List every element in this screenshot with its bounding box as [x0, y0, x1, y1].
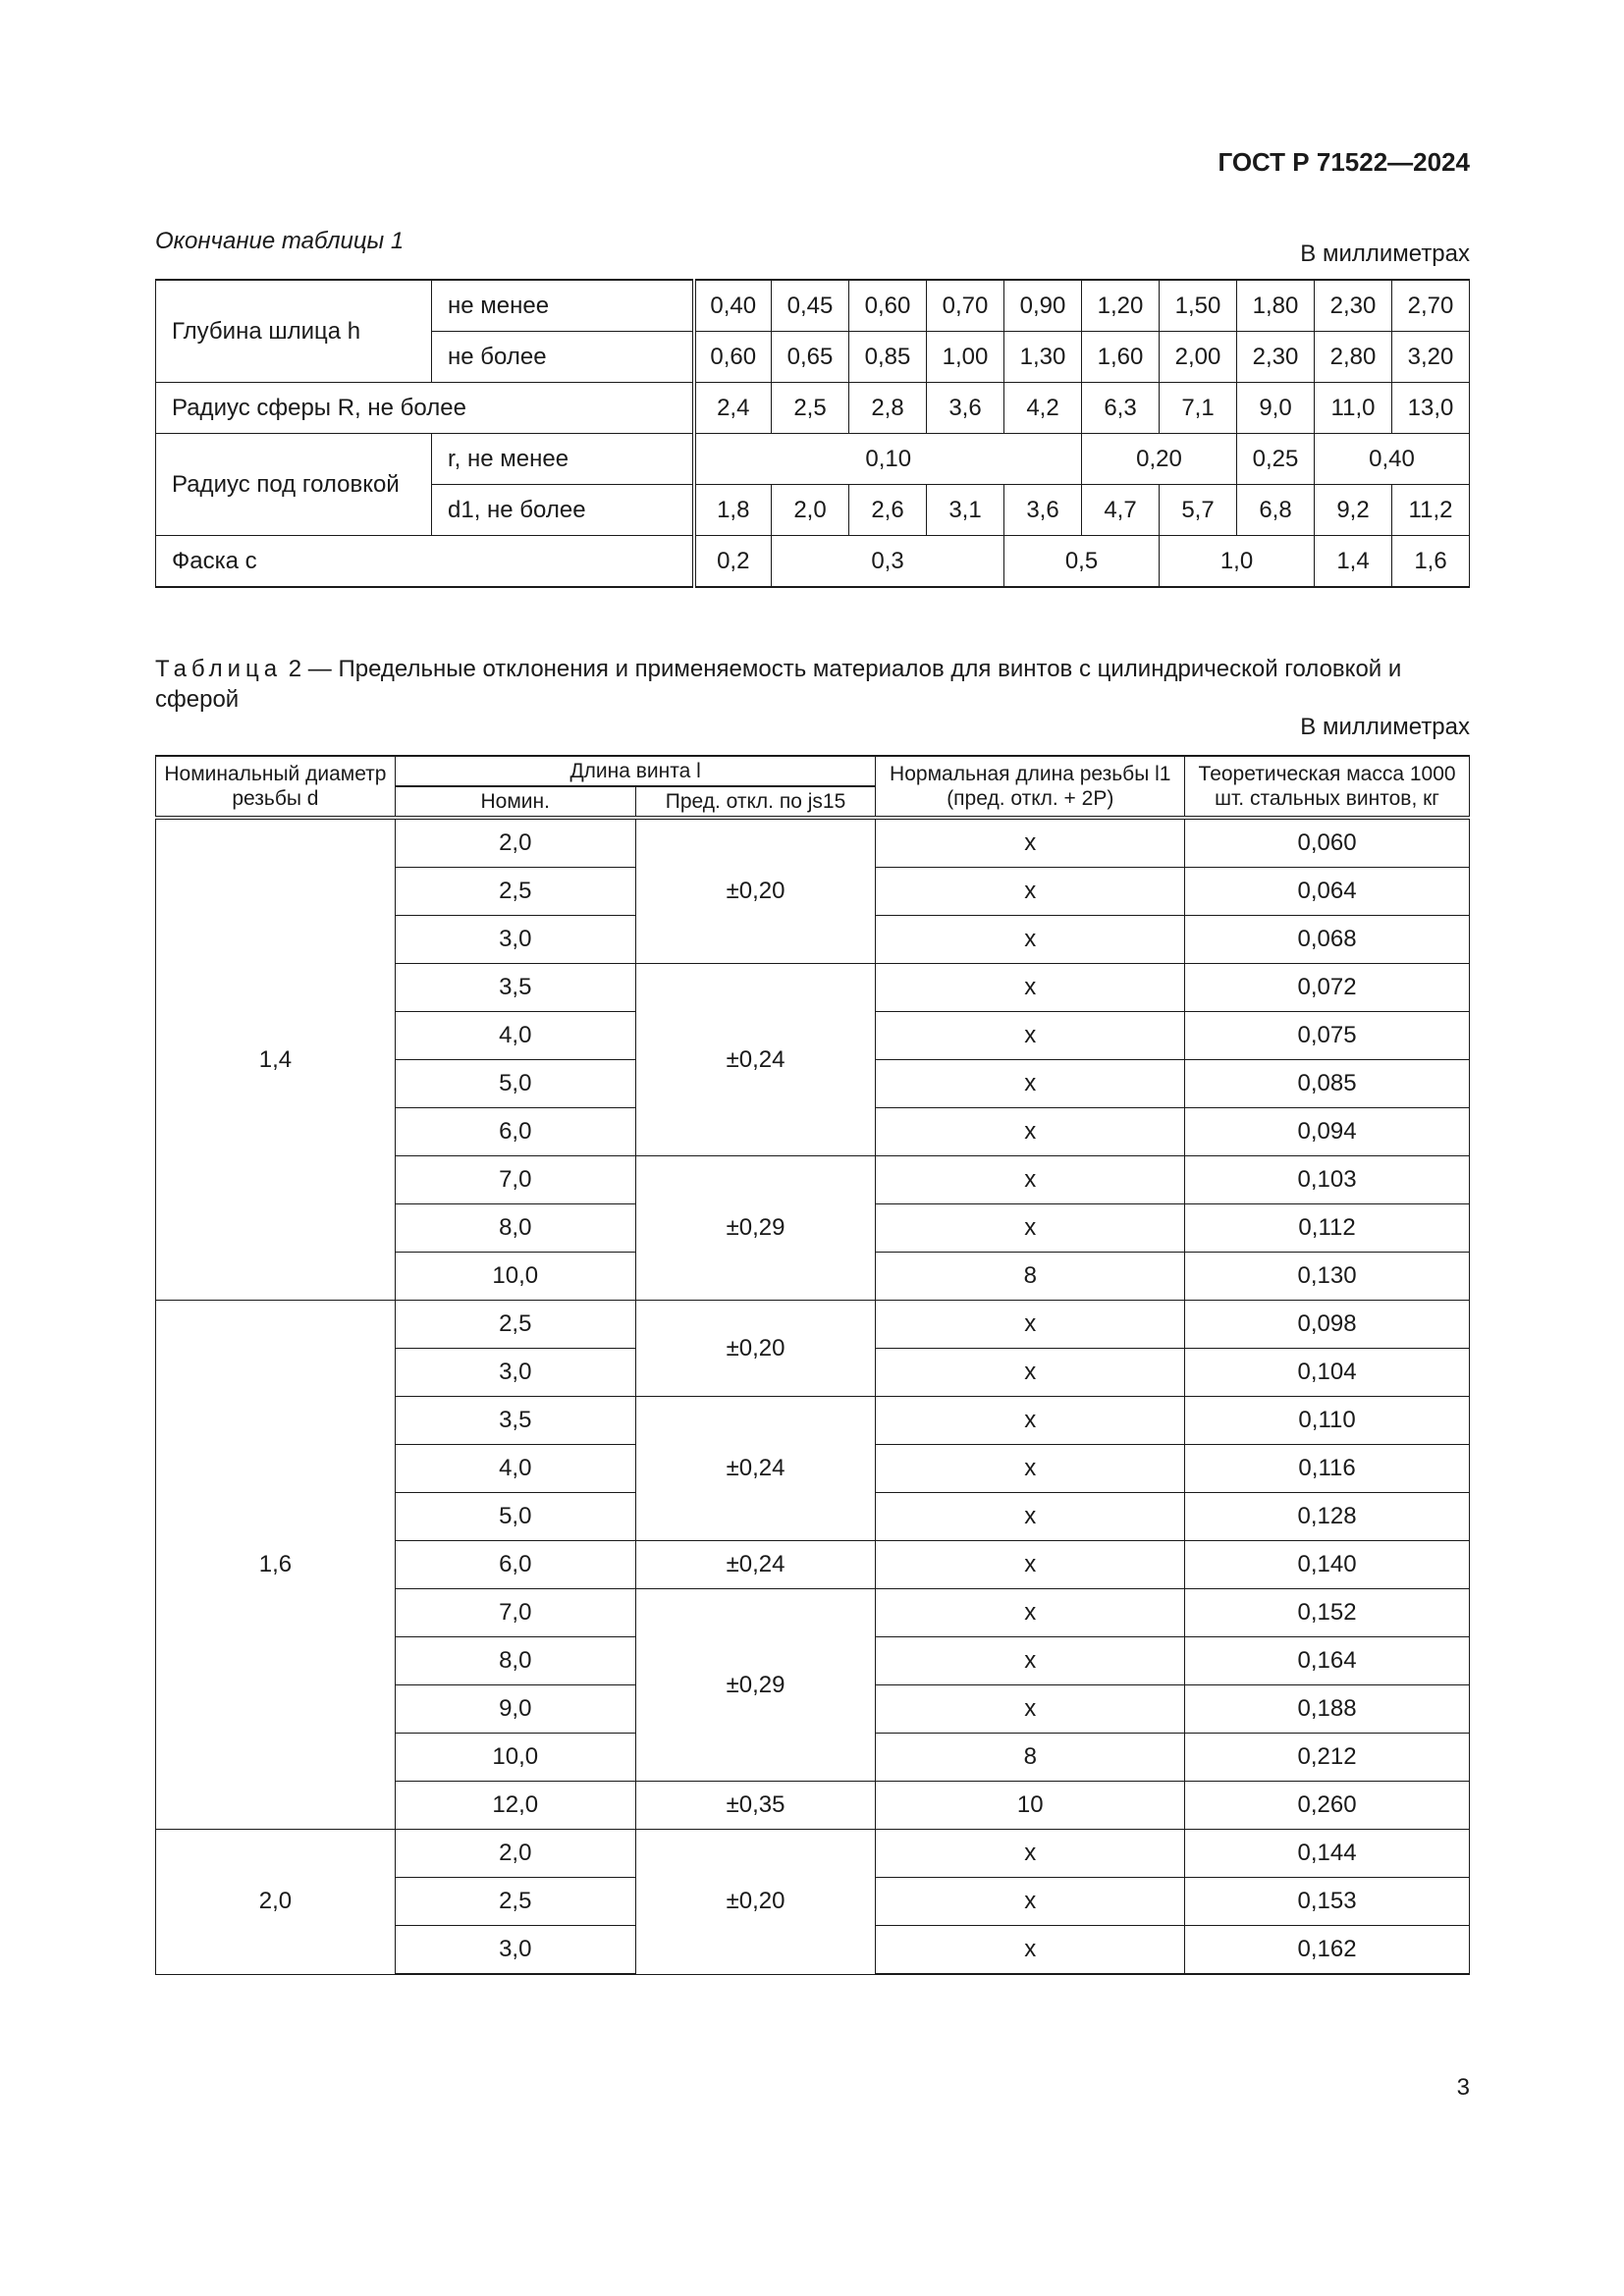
mass-cell: 0,098 [1185, 1301, 1470, 1349]
length-cell: 9,0 [395, 1685, 635, 1734]
mass-cell: 0,116 [1185, 1445, 1470, 1493]
mass-cell: 0,068 [1185, 916, 1470, 964]
diameter-cell: 1,6 [156, 1301, 396, 1830]
header-thread-length: Нормальная длина резьбы l1 (пред. откл. + 2P) [876, 756, 1185, 818]
d1-label: d1, не более [432, 485, 694, 536]
thread-length-cell: x [876, 1589, 1185, 1637]
min-label: не менее [432, 280, 694, 332]
h-min-cell: 2,70 [1392, 280, 1470, 332]
thread-length-cell: 10 [876, 1782, 1185, 1830]
d1-cell: 3,6 [1004, 485, 1082, 536]
h-max-cell: 0,60 [694, 332, 772, 383]
thread-length-cell: x [876, 1830, 1185, 1878]
tolerance-cell: ±0,29 [635, 1589, 876, 1782]
length-cell: 2,5 [395, 868, 635, 916]
mass-cell: 0,060 [1185, 818, 1470, 868]
thread-length-cell: x [876, 1156, 1185, 1204]
R-cell: 6,3 [1082, 383, 1160, 434]
c-cell: 0,3 [772, 536, 1004, 588]
tolerance-cell: ±0,24 [635, 1397, 876, 1541]
table2-title [155, 654, 1470, 715]
mass-cell: 0,112 [1185, 1204, 1470, 1253]
length-cell: 3,5 [395, 964, 635, 1012]
thread-length-cell: x [876, 1397, 1185, 1445]
R-cell: 9,0 [1237, 383, 1315, 434]
h-min-cell: 0,90 [1004, 280, 1082, 332]
h-max-cell: 0,85 [849, 332, 927, 383]
length-cell: 2,0 [395, 818, 635, 868]
chamfer-label: Фаска c [156, 536, 694, 588]
mass-cell: 0,212 [1185, 1734, 1470, 1782]
h-max-cell: 1,30 [1004, 332, 1082, 383]
length-cell: 12,0 [395, 1782, 635, 1830]
c-cell: 1,0 [1160, 536, 1315, 588]
d1-cell: 5,7 [1160, 485, 1237, 536]
h-min-cell: 0,60 [849, 280, 927, 332]
mass-cell: 0,152 [1185, 1589, 1470, 1637]
length-cell: 3,0 [395, 1926, 635, 1975]
thread-length-cell: 8 [876, 1253, 1185, 1301]
h-min-cell: 1,50 [1160, 280, 1237, 332]
thread-length-cell: x [876, 1878, 1185, 1926]
h-min-cell: 1,20 [1082, 280, 1160, 332]
thread-length-cell: x [876, 916, 1185, 964]
tolerance-cell: ±0,24 [635, 964, 876, 1156]
length-cell: 6,0 [395, 1541, 635, 1589]
d1-cell: 1,8 [694, 485, 772, 536]
h-min-cell: 0,40 [694, 280, 772, 332]
h-max-cell: 1,00 [927, 332, 1004, 383]
mass-cell: 0,128 [1185, 1493, 1470, 1541]
d1-cell: 4,7 [1082, 485, 1160, 536]
c-cell: 0,5 [1004, 536, 1160, 588]
R-cell: 11,0 [1315, 383, 1392, 434]
length-cell: 4,0 [395, 1012, 635, 1060]
mass-cell: 0,260 [1185, 1782, 1470, 1830]
d1-cell: 2,6 [849, 485, 927, 536]
d1-cell: 11,2 [1392, 485, 1470, 536]
thread-length-cell: x [876, 964, 1185, 1012]
thread-length-cell: x [876, 818, 1185, 868]
thread-length-cell: x [876, 1493, 1185, 1541]
mass-cell: 0,153 [1185, 1878, 1470, 1926]
thread-length-cell: x [876, 1926, 1185, 1975]
length-cell: 3,5 [395, 1397, 635, 1445]
mass-cell: 0,130 [1185, 1253, 1470, 1301]
length-cell: 8,0 [395, 1637, 635, 1685]
tolerance-cell: ±0,20 [635, 818, 876, 964]
table2-title-word: Таблица [155, 656, 283, 682]
thread-length-cell: x [876, 1445, 1185, 1493]
length-cell: 10,0 [395, 1734, 635, 1782]
table-row [156, 818, 1470, 868]
r-cell: 0,20 [1082, 434, 1237, 485]
d1-cell: 2,0 [772, 485, 849, 536]
R-cell: 2,5 [772, 383, 849, 434]
header-diameter: Номинальный диаметр резьбы d [156, 756, 396, 818]
table2-title-text: 2 — Предельные отклонения и применяемость материалов для винтов с цилиндрической головкой и сферой [155, 656, 1402, 713]
header-mass: Теоретическая масса 1000 шт. стальных винтов, кг [1185, 756, 1470, 818]
mass-cell: 0,103 [1185, 1156, 1470, 1204]
length-cell: 2,5 [395, 1878, 635, 1926]
length-cell: 5,0 [395, 1060, 635, 1108]
R-cell: 4,2 [1004, 383, 1082, 434]
d1-cell: 9,2 [1315, 485, 1392, 536]
thread-length-cell: x [876, 1301, 1185, 1349]
h-max-cell: 2,30 [1237, 332, 1315, 383]
mass-cell: 0,162 [1185, 1926, 1470, 1975]
thread-length-cell: x [876, 1060, 1185, 1108]
r-cell: 0,40 [1315, 434, 1470, 485]
table1-caption: Окончание таблицы 1 [155, 228, 405, 254]
diameter-cell: 2,0 [156, 1830, 396, 1975]
diameter-cell: 1,4 [156, 818, 396, 1301]
h-min-cell: 2,30 [1315, 280, 1392, 332]
R-cell: 7,1 [1160, 383, 1237, 434]
R-cell: 2,4 [694, 383, 772, 434]
document-id: ГОСТ Р 71522—2024 [1218, 147, 1470, 177]
d1-cell: 3,1 [927, 485, 1004, 536]
max-label: не более [432, 332, 694, 383]
R-cell: 13,0 [1392, 383, 1470, 434]
mass-cell: 0,075 [1185, 1012, 1470, 1060]
table1 [155, 279, 1470, 588]
mass-cell: 0,164 [1185, 1637, 1470, 1685]
mass-cell: 0,064 [1185, 868, 1470, 916]
tolerance-cell: ±0,20 [635, 1830, 876, 1975]
length-cell: 2,0 [395, 1830, 635, 1878]
length-cell: 3,0 [395, 1349, 635, 1397]
length-cell: 5,0 [395, 1493, 635, 1541]
length-cell: 2,5 [395, 1301, 635, 1349]
tolerance-cell: ±0,24 [635, 1541, 876, 1589]
h-min-cell: 0,45 [772, 280, 849, 332]
length-cell: 4,0 [395, 1445, 635, 1493]
mass-cell: 0,140 [1185, 1541, 1470, 1589]
table-row [156, 1830, 1470, 1878]
thread-length-cell: x [876, 1012, 1185, 1060]
h-min-cell: 0,70 [927, 280, 1004, 332]
thread-length-cell: x [876, 1349, 1185, 1397]
thread-length-cell: x [876, 1108, 1185, 1156]
r-cell: 0,25 [1237, 434, 1315, 485]
R-cell: 3,6 [927, 383, 1004, 434]
c-cell: 1,6 [1392, 536, 1470, 588]
h-max-cell: 2,80 [1315, 332, 1392, 383]
length-cell: 10,0 [395, 1253, 635, 1301]
length-cell: 3,0 [395, 916, 635, 964]
mass-cell: 0,110 [1185, 1397, 1470, 1445]
h-max-cell: 0,65 [772, 332, 849, 383]
mass-cell: 0,188 [1185, 1685, 1470, 1734]
tolerance-cell: ±0,20 [635, 1301, 876, 1397]
mass-cell: 0,144 [1185, 1830, 1470, 1878]
thread-length-cell: x [876, 1204, 1185, 1253]
table2-units: В миллиметрах [1300, 714, 1470, 740]
mass-cell: 0,104 [1185, 1349, 1470, 1397]
d1-cell: 6,8 [1237, 485, 1315, 536]
table2 [155, 755, 1470, 1975]
length-cell: 7,0 [395, 1156, 635, 1204]
tolerance-cell: ±0,29 [635, 1156, 876, 1301]
header-nominal: Номин. [395, 786, 635, 818]
page-number: 3 [1456, 2074, 1470, 2101]
slot-depth-label: Глубина шлица h [156, 280, 432, 383]
mass-cell: 0,085 [1185, 1060, 1470, 1108]
table1-units: В миллиметрах [1300, 240, 1470, 267]
header-tolerance: Пред. откл. по js15 [635, 786, 876, 818]
h-max-cell: 2,00 [1160, 332, 1237, 383]
length-cell: 7,0 [395, 1589, 635, 1637]
mass-cell: 0,094 [1185, 1108, 1470, 1156]
h-max-cell: 3,20 [1392, 332, 1470, 383]
length-cell: 8,0 [395, 1204, 635, 1253]
thread-length-cell: x [876, 1637, 1185, 1685]
r-cell: 0,10 [694, 434, 1082, 485]
thread-length-cell: x [876, 868, 1185, 916]
r-label: r, не менее [432, 434, 694, 485]
tolerance-cell: ±0,35 [635, 1782, 876, 1830]
thread-length-cell: 8 [876, 1734, 1185, 1782]
sphere-radius-label: Радиус сферы R, не более [156, 383, 694, 434]
c-cell: 0,2 [694, 536, 772, 588]
mass-cell: 0,072 [1185, 964, 1470, 1012]
table-row [156, 1301, 1470, 1349]
h-max-cell: 1,60 [1082, 332, 1160, 383]
under-head-radius-label: Радиус под головкой [156, 434, 432, 536]
h-min-cell: 1,80 [1237, 280, 1315, 332]
R-cell: 2,8 [849, 383, 927, 434]
header-length: Длина винта l [395, 756, 876, 786]
c-cell: 1,4 [1315, 536, 1392, 588]
thread-length-cell: x [876, 1685, 1185, 1734]
length-cell: 6,0 [395, 1108, 635, 1156]
thread-length-cell: x [876, 1541, 1185, 1589]
